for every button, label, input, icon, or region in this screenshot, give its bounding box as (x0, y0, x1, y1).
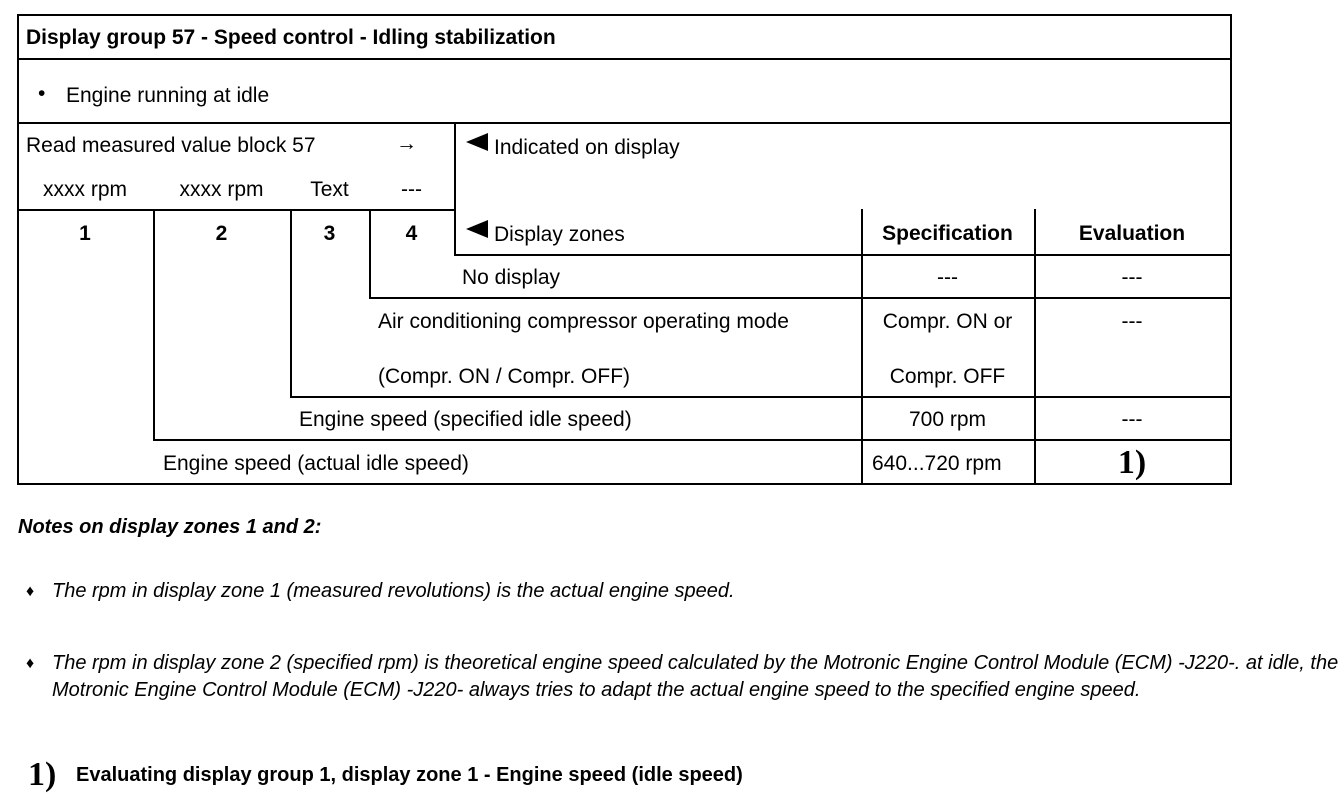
zone-number-1: 1 (79, 222, 91, 245)
table-border-bottom (17, 483, 1232, 485)
divider-row-2 (290, 396, 1232, 398)
row-zone-ac-compressor-values: (Compr. ON / Compr. OFF) (378, 365, 631, 388)
indicated-on-display: Indicated on display (494, 136, 680, 159)
diamond-bullet-icon: ♦ (26, 655, 35, 672)
notes-heading: Notes on display zones 1 and 2: (18, 516, 322, 538)
display-zones-label: Display zones (494, 223, 625, 246)
specification-header: Specification (882, 222, 1013, 245)
footnote-marker: 1) (28, 756, 57, 793)
divider-row-1 (369, 297, 1232, 299)
row-spec-ac-compressor: Compr. ON or (882, 310, 1013, 333)
zone-number-3: 3 (323, 222, 336, 245)
row-zone-no-display: No display (462, 266, 561, 289)
row-zone-specified-speed: Engine speed (specified idle speed) (299, 408, 632, 431)
row-zone-actual-speed: Engine speed (actual idle speed) (163, 452, 469, 475)
note-1: The rpm in display zone 1 (measured revolutions) is the actual engine speed. (52, 580, 735, 602)
row-spec-ac-compressor-2: Compr. OFF (889, 365, 1006, 388)
note-2: The rpm in display zone 2 (specified rpm) is theoretical engine speed calculated by the Motronic Engine Control Module (ECM) -J220-. at idle, the Motronic Engine Control Module (ECM) -J220- always tries to adapt the actual engine speed to the specified engine speed. (52, 652, 1339, 701)
condition-text: Engine running at idle (66, 84, 270, 107)
row-eval-specified-speed: --- (1121, 408, 1143, 431)
triangle-left-icon (466, 220, 488, 238)
table-border-top (17, 14, 1232, 16)
read-value-3: Text (310, 178, 349, 201)
read-block-label: Read measured value block 57 (26, 134, 316, 157)
divider-spec-left (861, 209, 863, 485)
row-spec-no-display: --- (937, 266, 958, 289)
table-border-right (1230, 14, 1232, 485)
zone-number-2: 2 (215, 222, 228, 245)
evaluation-header: Evaluation (1078, 222, 1186, 245)
read-block-arrow: → (396, 132, 417, 155)
row-zone-ac-compressor: Air conditioning compressor operating mode (378, 310, 789, 333)
divider-read-values (17, 209, 456, 211)
row-spec-specified-speed: 700 rpm (908, 408, 987, 431)
divider-read-block-right (454, 122, 456, 255)
table-title: Display group 57 - Speed control - Idling stabilization (26, 26, 556, 49)
diamond-bullet-icon: ♦ (26, 583, 35, 600)
triangle-left-icon (466, 133, 488, 151)
divider-condition (17, 122, 1232, 124)
row-spec-actual-speed: 640...720 rpm (872, 452, 1002, 475)
divider-eval-left (1034, 209, 1036, 485)
read-value-1: xxxx rpm (43, 178, 127, 201)
row-eval-ac-compressor: --- (1121, 310, 1143, 333)
condition-bullet: • (38, 82, 46, 105)
row-eval-no-display: --- (1121, 266, 1143, 289)
row-eval-footnote-ref: 1) (1117, 444, 1147, 481)
footnote-text: Evaluating display group 1, display zone 1 - Engine speed (idle speed) (76, 764, 743, 786)
read-value-4: --- (401, 178, 422, 201)
zone-number-4: 4 (405, 222, 418, 245)
divider-row-3 (153, 439, 1232, 441)
table-border-left (17, 14, 19, 485)
divider-title (17, 58, 1232, 60)
divider-header-row (454, 254, 1232, 256)
read-value-2: xxxx rpm (179, 178, 264, 201)
